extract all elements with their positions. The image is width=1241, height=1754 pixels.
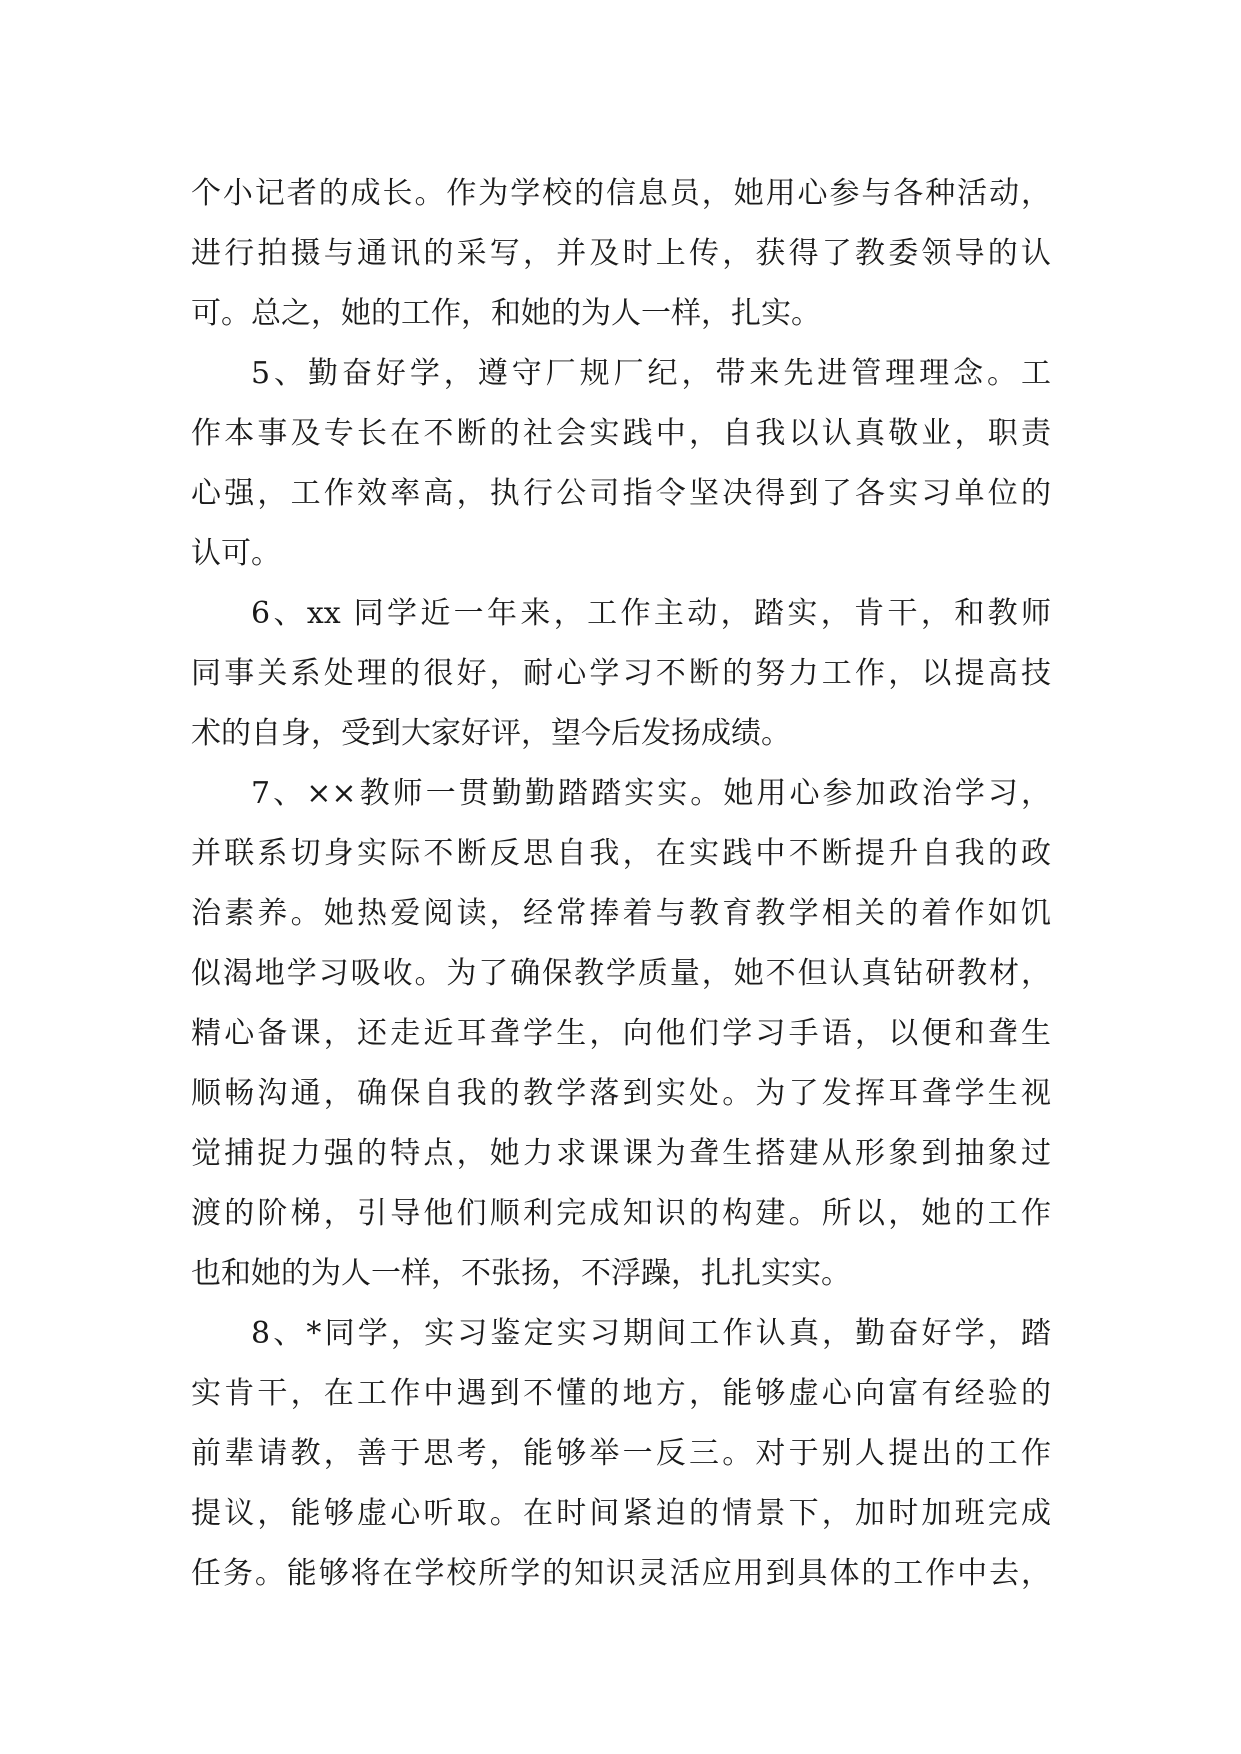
- text-line: 认可。: [191, 536, 281, 571]
- text-line: 可。总之，她的工作，和她的为人一样，扎实。: [191, 296, 821, 331]
- text-line: 治素养。她热爱阅读，经常捧着与教育教学相关的着作如饥: [191, 896, 1051, 931]
- text-line: 7、××教师一贯勤勤踏踏实实。她用心参加政治学习，: [251, 776, 1051, 811]
- text-line: 渡的阶梯，引导他们顺利完成知识的构建。所以，她的工作: [191, 1196, 1051, 1231]
- text-line: 术的自身，受到大家好评，望今后发扬成绩。: [191, 716, 791, 751]
- text-line: 提议，能够虚心听取。在时间紧迫的情景下，加时加班完成: [191, 1496, 1051, 1531]
- text-line: 觉捕捉力强的特点，她力求课课为聋生搭建从形象到抽象过: [191, 1136, 1051, 1171]
- text-line: 也和她的为人一样，不张扬，不浮躁，扎扎实实。: [191, 1256, 851, 1291]
- text-line: 5、勤奋好学，遵守厂规厂纪，带来先进管理理念。工: [251, 356, 1051, 391]
- document-body: [191, 164, 1051, 1604]
- text-line: 作本事及专长在不断的社会实践中，自我以认真敬业，职责: [191, 416, 1051, 451]
- text-line: 8、*同学，实习鉴定实习期间工作认真，勤奋好学，踏: [251, 1316, 1051, 1351]
- text-line: 精心备课，还走近耳聋学生，向他们学习手语，以便和聋生: [191, 1016, 1051, 1051]
- text-line: 6、xx 同学近一年来，工作主动，踏实，肯干，和教师: [251, 596, 1051, 631]
- text-line: 进行拍摄与通讯的采写，并及时上传，获得了教委领导的认: [191, 236, 1051, 271]
- text-line: 同事关系处理的很好，耐心学习不断的努力工作，以提高技: [191, 656, 1051, 691]
- text-line: 实肯干，在工作中遇到不懂的地方，能够虚心向富有经验的: [191, 1376, 1051, 1411]
- text-line: 心强，工作效率高，执行公司指令坚决得到了各实习单位的: [191, 476, 1051, 511]
- text-line: 似渴地学习吸收。为了确保教学质量，她不但认真钻研教材，: [191, 956, 1051, 991]
- text-line: 并联系切身实际不断反思自我，在实践中不断提升自我的政: [191, 836, 1051, 871]
- text-line: 顺畅沟通，确保自我的教学落到实处。为了发挥耳聋学生视: [191, 1076, 1051, 1111]
- text-line: 任务。能够将在学校所学的知识灵活应用到具体的工作中去，: [191, 1556, 1051, 1591]
- text-line: 个小记者的成长。作为学校的信息员，她用心参与各种活动，: [191, 176, 1051, 211]
- text-line: 前辈请教，善于思考，能够举一反三。对于别人提出的工作: [191, 1436, 1051, 1471]
